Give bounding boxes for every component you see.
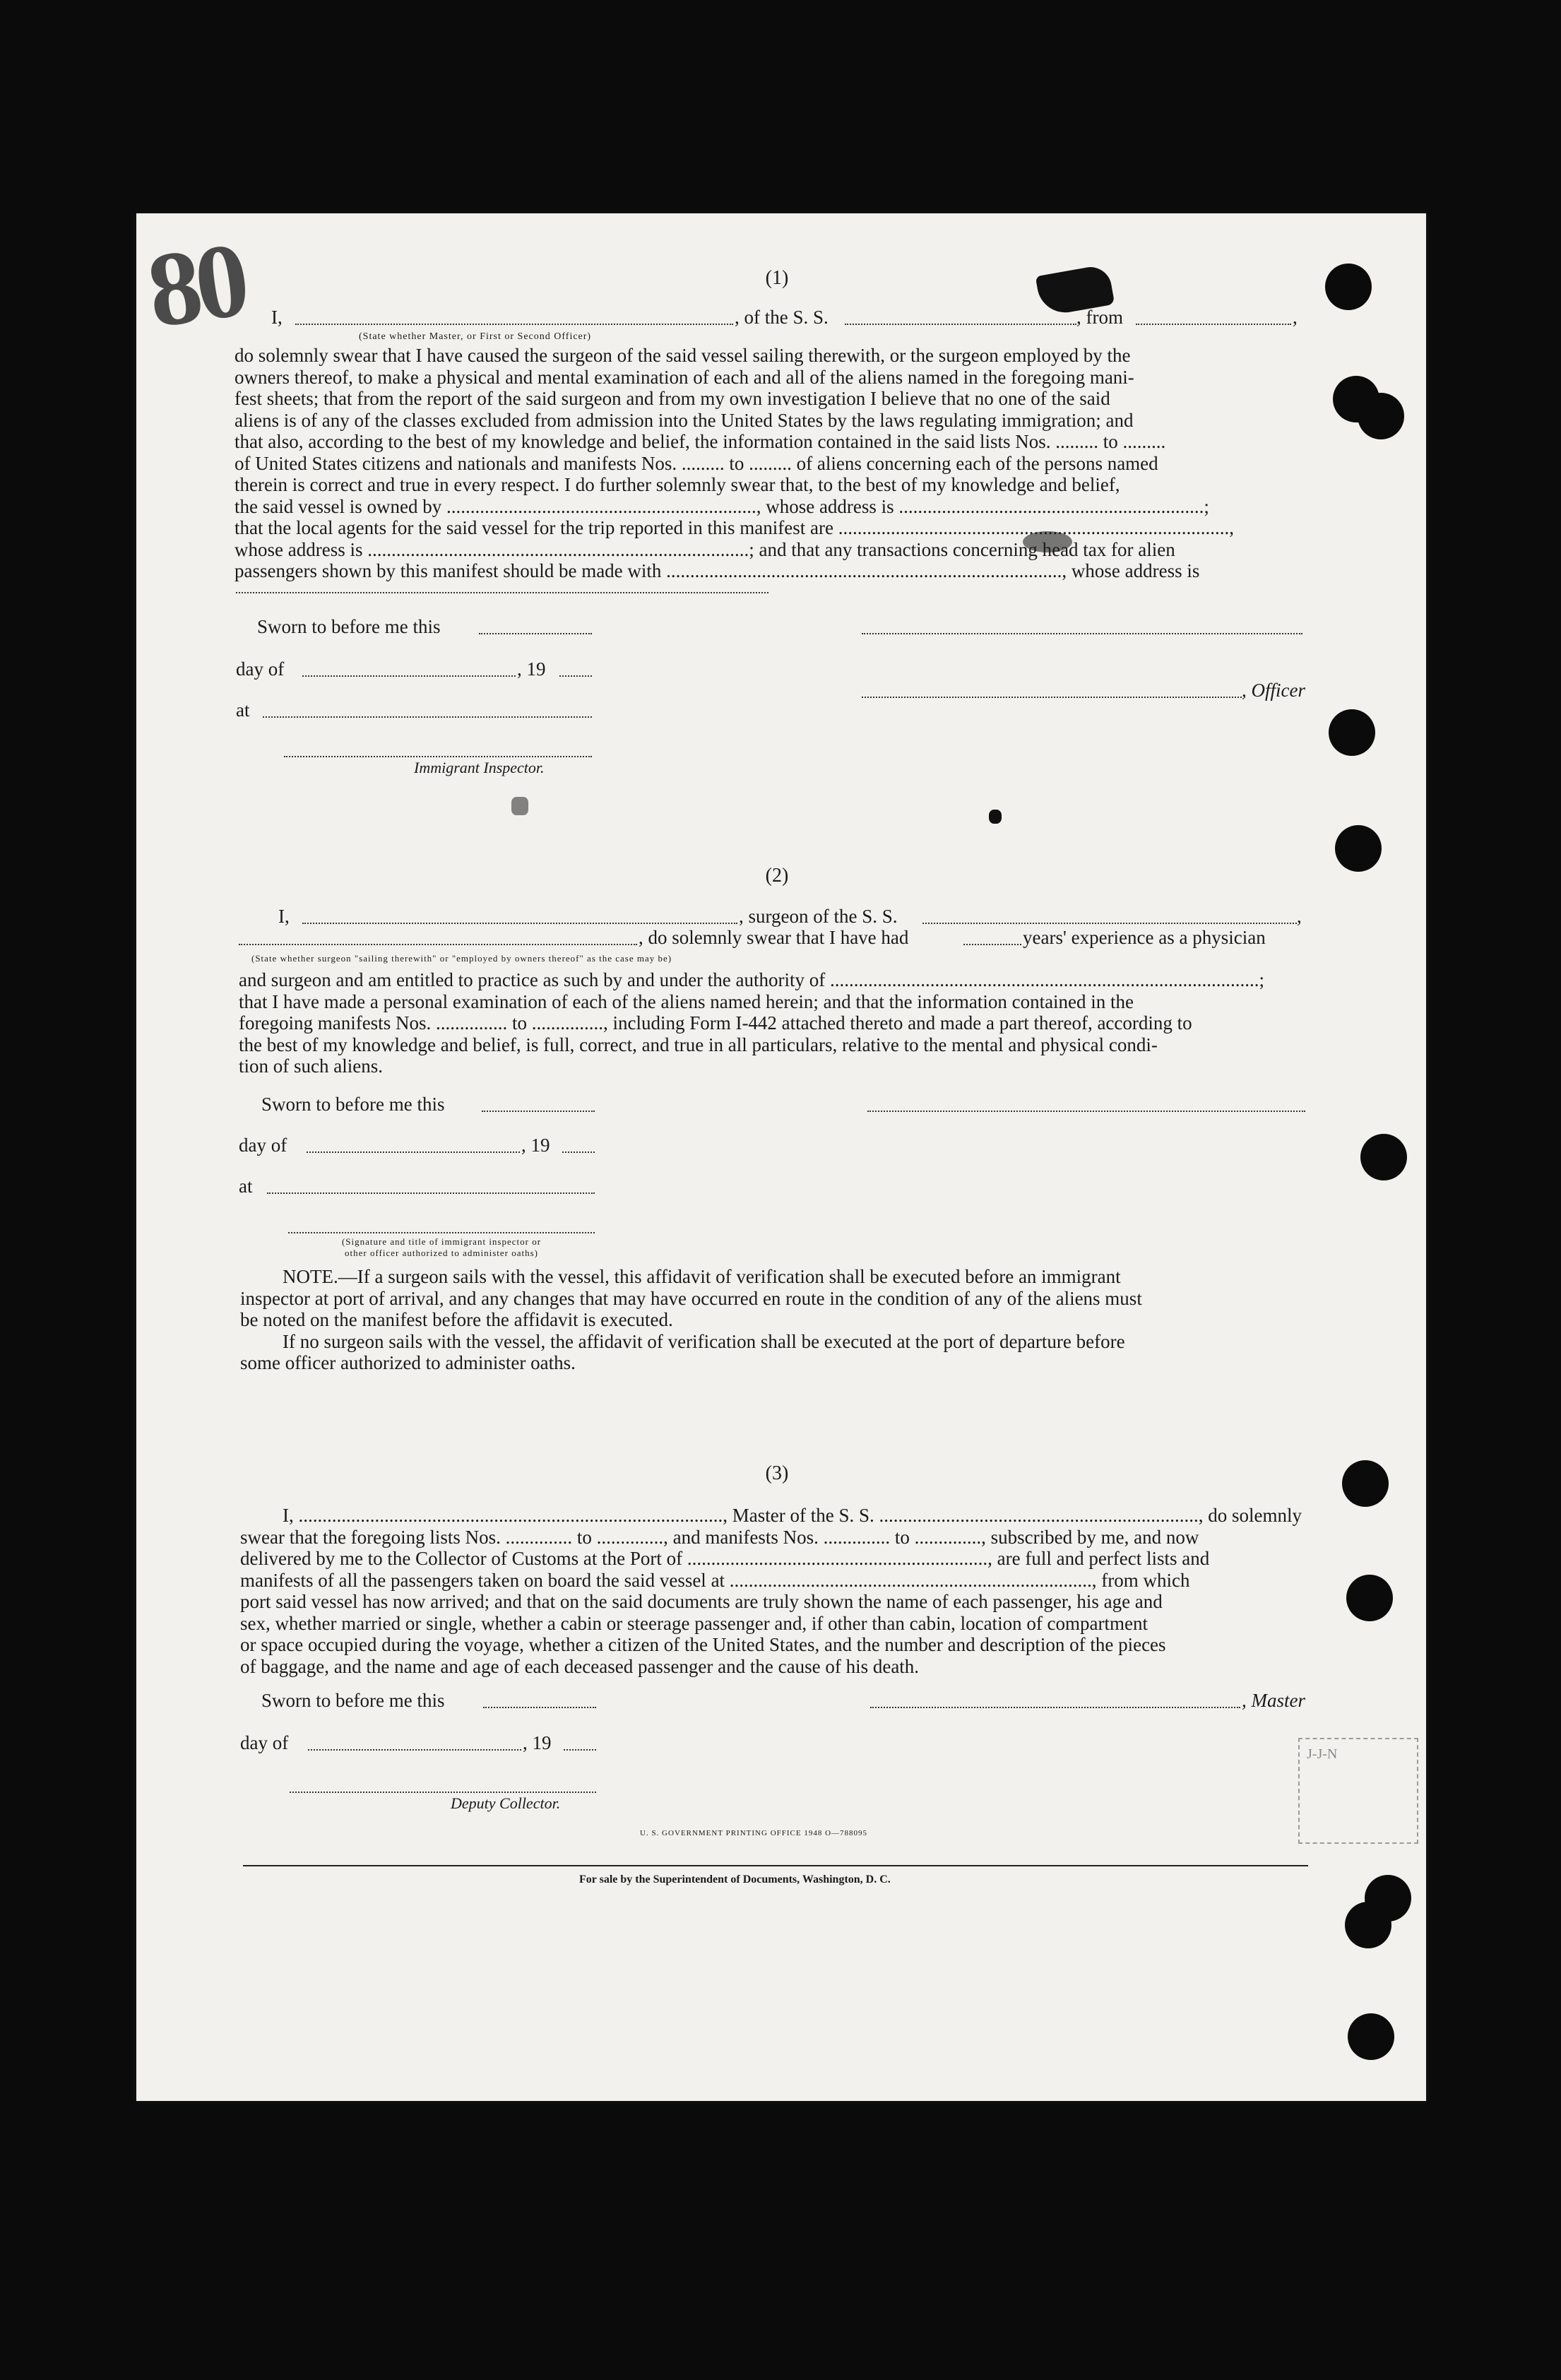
s3-day-blank — [308, 1749, 521, 1751]
note-line: If no surgeon sails with the vessel, the affidavit of verification shall be executed at the port of departure before — [283, 1330, 1125, 1352]
s1-at-blank — [263, 716, 592, 718]
s1-from-label: , from — [1076, 307, 1123, 328]
s3-collector-label: Deputy Collector. — [451, 1794, 561, 1812]
punch-hole — [1345, 1902, 1391, 1948]
punch-hole — [1358, 393, 1404, 439]
s2-year-label: , 19 — [521, 1135, 550, 1156]
note-line: be noted on the manifest before the affidavit is executed. — [240, 1309, 673, 1330]
s3-body-line: manifests of all the passengers taken on board the said vessel at ............................................................................, from which — [240, 1569, 1190, 1591]
s2-body-line: that I have made a personal examination of each of the aliens named herein; and that the information contained in the — [239, 990, 1134, 1012]
s1-body-line: the said vessel is owned by ................................................................., whose address is ................................................................; — [235, 495, 1209, 517]
s2-at-label: at — [239, 1176, 253, 1197]
ink-stain — [989, 810, 1002, 824]
s1-body-line: therein is correct and true in every respect. I do further solemnly swear that, to the best of my knowledge and belief, — [235, 474, 1120, 495]
s2-note — [240, 1266, 1305, 1374]
s3-year-label: , 19 — [523, 1732, 552, 1753]
footer-rule — [243, 1865, 1308, 1866]
punch-hole — [1335, 825, 1382, 872]
s1-day-label: day of — [236, 658, 285, 680]
s2-swear-label: , do solemnly swear that I have had — [639, 927, 909, 948]
punch-hole — [1325, 264, 1372, 310]
vessel-name-blank — [845, 324, 1076, 325]
s2-body-line: and surgeon and am entitled to practice as such by and under the authority of ..........................................................................................; — [239, 969, 1265, 990]
s2-signature-hint-1: (Signature and title of immigrant inspector or — [341, 1236, 542, 1247]
s1-officer-signature-blank — [862, 633, 1302, 634]
s3-body-line: delivered by me to the Collector of Customs at the Port of ..............................................................., are full and perfect lists and — [240, 1548, 1210, 1569]
s3-day-label: day of — [240, 1732, 289, 1753]
s2-day-label: day of — [239, 1135, 287, 1156]
gpo-imprint: U. S. GOVERNMENT PRINTING OFFICE 1948 O—788095 — [640, 1829, 868, 1837]
punch-hole — [1346, 1575, 1393, 1621]
years-experience-blank — [963, 944, 1021, 945]
s1-sworn-blank — [479, 633, 592, 634]
s2-at-blank — [267, 1192, 595, 1194]
s2-inspector-signature-blank — [288, 1232, 595, 1233]
s1-body-line: that the local agents for the said vessel for the trip reported in this manifest are .................................................................................., — [235, 517, 1234, 538]
officer-hint: (State whether Master, or First or Second Officer) — [359, 331, 592, 342]
s1-body-line: whose address is ................................................................................; and that any transactions concerning head tax for alien — [235, 538, 1175, 560]
ink-stain — [511, 797, 528, 815]
s2-body-line: the best of my knowledge and belief, is full, correct, and true in all particulars, relative to the mental and physical condi- — [239, 1034, 1158, 1055]
surgeon-hint: (State whether surgeon "sailing therewith" or "employed by owners thereof" as the case may be) — [251, 953, 672, 964]
note-line: NOTE.—If a surgeon sails with the vessel, this affidavit of verification shall be executed before an immigrant — [283, 1266, 1121, 1287]
margin-stamp: J-J-N — [1298, 1738, 1418, 1844]
punch-hole — [1360, 1134, 1407, 1180]
s3-body-line: or space occupied during the voyage, whether a citizen of the United States, and the number and description of the pieces — [240, 1634, 1166, 1655]
punch-hole — [1342, 1460, 1389, 1507]
s2-day-blank — [307, 1151, 520, 1153]
s2-vessel-blank — [922, 923, 1297, 924]
s2-body — [239, 969, 1305, 1077]
s1-ss-label: , of the S. S. — [735, 307, 829, 328]
s3-collector-signature-blank — [290, 1792, 596, 1793]
s3-body-line: port said vessel has now arrived; and that on the said documents are truly shown the name of each passenger, his age and — [240, 1591, 1163, 1612]
s1-body-line: do solemnly swear that I have caused the surgeon of the said vessel sailing therewith, or the surgeon employed by the — [235, 345, 1131, 366]
s2-surgeon-label: , surgeon of the S. S. — [739, 906, 898, 927]
note-line: inspector at port of arrival, and any changes that may have occurred en route in the condition of any of the aliens must — [240, 1287, 1142, 1309]
s1-day-blank — [302, 675, 516, 677]
s2-year-blank — [562, 1151, 595, 1153]
s1-body-line: fest sheets; that from the report of the said surgeon and from my own investigation I believe that no one of the said — [235, 388, 1110, 409]
s1-officer-title-blank — [862, 697, 1242, 698]
s1-i-label: I, — [271, 307, 283, 328]
s2-sworn-label: Sworn to before me this — [261, 1094, 445, 1115]
s1-sworn-label: Sworn to before me this — [257, 616, 441, 637]
s3-body-line: swear that the foregoing lists Nos. .............. to .............., and manifests Nos. .............. to .............., subscribed by me, and now — [240, 1526, 1199, 1548]
master-name-blank — [295, 324, 733, 325]
s2-surgeon-signature-blank — [867, 1111, 1305, 1112]
surgeon-name-blank — [302, 923, 737, 924]
address-continuation-blank — [236, 592, 768, 593]
from-port-blank — [1136, 324, 1291, 325]
s3-body-line: I, ........................................................................................., Master of the S. S. ..................................................................., do solemnly — [283, 1505, 1302, 1526]
s2-body-line: foregoing manifests Nos. ............... to ..............., including Form I-442 attached thereto and made a part thereof, according to — [239, 1012, 1192, 1034]
s1-body — [235, 345, 1302, 582]
s3-master-label: , Master — [1242, 1690, 1305, 1711]
surgeon-status-blank — [239, 944, 637, 945]
s3-sworn-blank — [483, 1707, 596, 1708]
sale-notice: For sale by the Superintendent of Documents, Washington, D. C. — [579, 1873, 891, 1885]
handwritten-number: 80 — [141, 220, 251, 350]
s3-body-line: of baggage, and the name and age of each deceased passenger and the cause of his death. — [240, 1655, 920, 1677]
section-1-number: (1) — [765, 267, 789, 289]
s3-master-signature-blank — [870, 1707, 1240, 1708]
section-3-number: (3) — [765, 1462, 789, 1484]
s3-sworn-label: Sworn to before me this — [261, 1690, 445, 1711]
note-line: some officer authorized to administer oaths. — [240, 1352, 576, 1373]
s2-signature-hint-2: other officer authorized to administer oaths) — [345, 1248, 538, 1258]
s1-year-blank — [559, 675, 592, 677]
s1-year-label: , 19 — [517, 658, 546, 680]
s1-officer-label: , Officer — [1242, 680, 1305, 701]
s1-inspector-label: Immigrant Inspector. — [414, 759, 545, 776]
s1-body-line: aliens is of any of the classes excluded from admission into the United States by the laws regulating immigration; and — [235, 409, 1134, 431]
s3-body — [240, 1505, 1308, 1677]
punch-hole — [1329, 709, 1375, 756]
s3-body-line: sex, whether married or single, whether a cabin or steerage passenger and, if other than cabin, location of compartment — [240, 1612, 1149, 1634]
s2-line-end: , — [1297, 906, 1302, 927]
s1-inspector-signature-blank — [284, 756, 592, 757]
punch-hole — [1348, 2013, 1394, 2060]
s2-body-line: tion of such aliens. — [239, 1055, 383, 1077]
s1-body-line: that also, according to the best of my knowledge and belief, the information contained in the said lists Nos. ......... to ......... — [235, 431, 1166, 452]
s1-body-line: owners thereof, to make a physical and mental examination of each and all of the aliens named in the foregoing mani- — [235, 366, 1134, 388]
s1-at-label: at — [236, 699, 250, 721]
section-2-number: (2) — [765, 865, 789, 887]
s2-i-label: I, — [278, 906, 290, 927]
s2-sworn-blank — [482, 1111, 595, 1112]
s2-years-label: years' experience as a physician — [1023, 927, 1266, 948]
s1-body-line: passengers shown by this manifest should be made with ..................................................................................., whose address is — [235, 560, 1200, 581]
s1-body-line: of United States citizens and nationals and manifests Nos. ......... to ......... of aliens concerning each of the persons named — [235, 452, 1158, 474]
s3-year-blank — [564, 1749, 596, 1751]
s1-line-end: , — [1293, 307, 1298, 328]
